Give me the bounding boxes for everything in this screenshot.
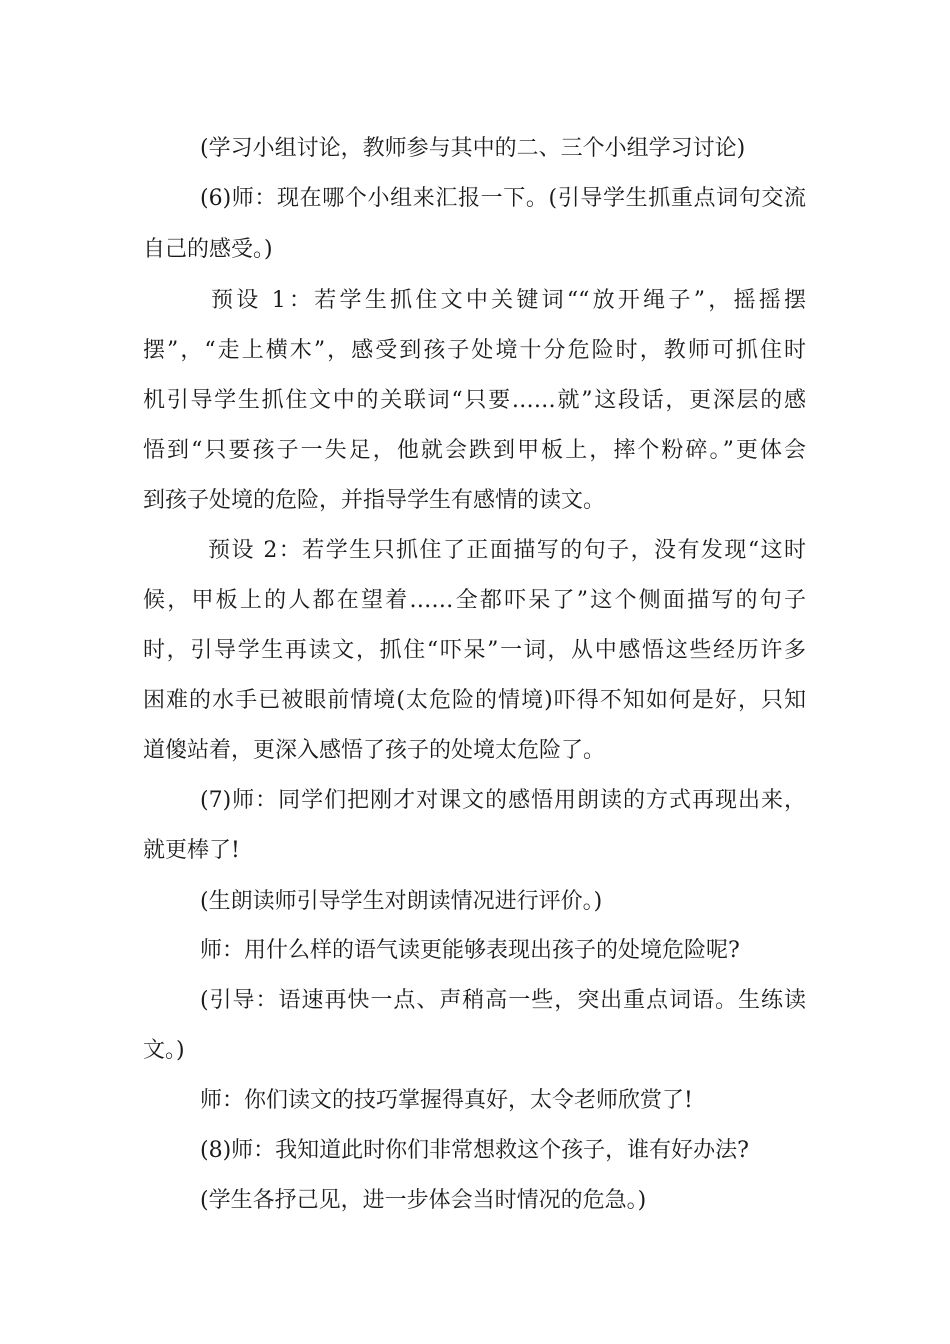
text-line: 道傻站着，更深入感悟了孩子的处境太危险了。	[143, 738, 606, 763]
text-line: 到孩子处境的危险，并指导学生有感情的读文。	[143, 488, 606, 513]
text-line: 预设 2：若学生只抓住了正面描写的句子，没有发现“这时	[208, 538, 806, 563]
text-line: 摆”，“走上横木”，感受到孩子处境十分危险时，教师可抓住时	[143, 338, 806, 363]
text-line: (8)师：我知道此时你们非常想救这个孩子，谁有好办法?	[200, 1138, 749, 1163]
text-line: 就更棒了!	[143, 838, 240, 863]
text-line: 困难的水手已被眼前情境(太危险的情境)吓得不知如何是好，只知	[143, 688, 806, 713]
text-line: (学习小组讨论，教师参与其中的二、三个小组学习讨论)	[200, 136, 746, 161]
text-line: 时，引导学生再读文，抓住“吓呆”一词，从中感悟这些经历许多	[143, 638, 806, 663]
text-line: (引导：语速再快一点、声稍高一些，突出重点词语。生练读	[200, 988, 806, 1013]
text-line: (7)师：同学们把刚才对课文的感悟用朗读的方式再现出来，	[200, 788, 806, 813]
text-line: (学生各抒己见，进一步体会当时情况的危急。)	[200, 1188, 647, 1213]
text-line: (6)师：现在哪个小组来汇报一下。(引导学生抓重点词句交流	[200, 186, 806, 211]
text-line: 师：用什么样的语气读更能够表现出孩子的处境危险呢?	[200, 938, 740, 963]
text-line: 悟到“只要孩子一失足，他就会跌到甲板上，摔个粉碎。”更体会	[143, 438, 806, 463]
text-line: (生朗读师引导学生对朗读情况进行评价。)	[200, 889, 603, 914]
text-line: 预设 1：若学生抓住文中关键词““放开绳子”，摇摇摆	[211, 288, 806, 313]
text-line: 师：你们读文的技巧掌握得真好，太令老师欣赏了!	[200, 1088, 693, 1113]
text-line: 自己的感受。)	[143, 237, 273, 262]
text-line: 文。)	[143, 1038, 185, 1063]
text-line: 机引导学生抓住文中的关联词“只要……就”这段话，更深层的感	[143, 388, 806, 413]
text-line: 候，甲板上的人都在望着……全都吓呆了”这个侧面描写的句子	[143, 588, 806, 613]
